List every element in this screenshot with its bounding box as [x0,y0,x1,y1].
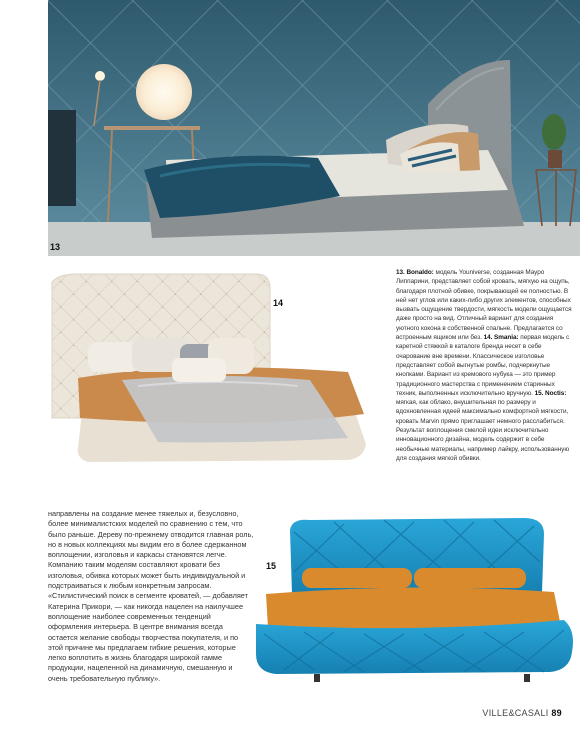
captions-block [396,268,572,463]
caption-14-text: первая модель с каретной стяжкой в каталоге бренда несет в себе очарование вне времени. Классическое изголовье представляет собой выгнутые ромбы, подчеркнутые кнопками. Вариант из кремового нубука — это пример традиционного мастерства с применением старинных техник, выполненных исключительно вручную. [396,334,570,397]
caption-14-label: 14. Smania: [483,334,519,342]
magazine-name: VILLE&CASALI [482,708,549,718]
article-body-text: направлены на создание менее тяжелых и, безусловно, более минималистских моделей по сравнению с тем, что было раньше. Дереву по-прежнему отводится главная роль, но в новых коллекциях мы видим его в более сдержанном воплощении, изголовья и каркасы становятся легче. Компанию таким моделям составляют кровати без изголовья, обивка которых может быть индивидуальной и подстраиваться к любым конкретным запросам. «Стилистический поиск в сегменте кроватей, — добавляет Катерина Прикори, — как никогда нацелен на наилучшее воплощение наиболее современных тенденций оформления интерьера. В центре внимания всегда остается желание свободы творчества покупателя, и по этой причине мы предлагаем гибкие решения, которые легко воплотить в жизнь благодаря широкой гамме продукции, нацеленной на динамичную, смешанную и очень требовательную публику». [48,509,254,683]
figure-number-14: 14 [273,298,284,308]
caption-13-label: 13. Bonaldo: [396,269,434,276]
photo-15-noctis-bed [254,512,580,688]
caption-13-text: модель Youniverse, созданная Мауро Липпарини, представляет собой кровать, мягкую на ощупь, благодаря плотной обивке, покрывающей ее полностью. В ней нет углов или каких-либо других элементов, способных вызвать ощущение твердости, мягкость модели ощущается даже просто на вид. Отличный вариант для создания уютного кокона в собственной спальне. Предлагается со встроенным ящиком или без. [396,269,572,342]
figure-number-13: 13 [50,242,61,252]
photo-14-smania-bed [48,268,388,466]
page-footer [482,708,562,718]
caption-15-label: 15. Noctis: [534,389,567,397]
figure-number-15: 15 [266,561,277,571]
page-number: 89 [551,708,562,718]
caption-15-text: мягкая, как облако, внушительная по размеру и вдохновленная идеей максимально комфортной мягкости, кровать Marvin прямо приглашает немного расслабиться. Результат воплощения смелой идеи исключительно инновационного дизайна, модель содержит в себе необычные материалы, например лайкру, использованную для создания мягкой обивки. [396,399,570,462]
photo-13-bonaldo-bed [48,0,580,256]
